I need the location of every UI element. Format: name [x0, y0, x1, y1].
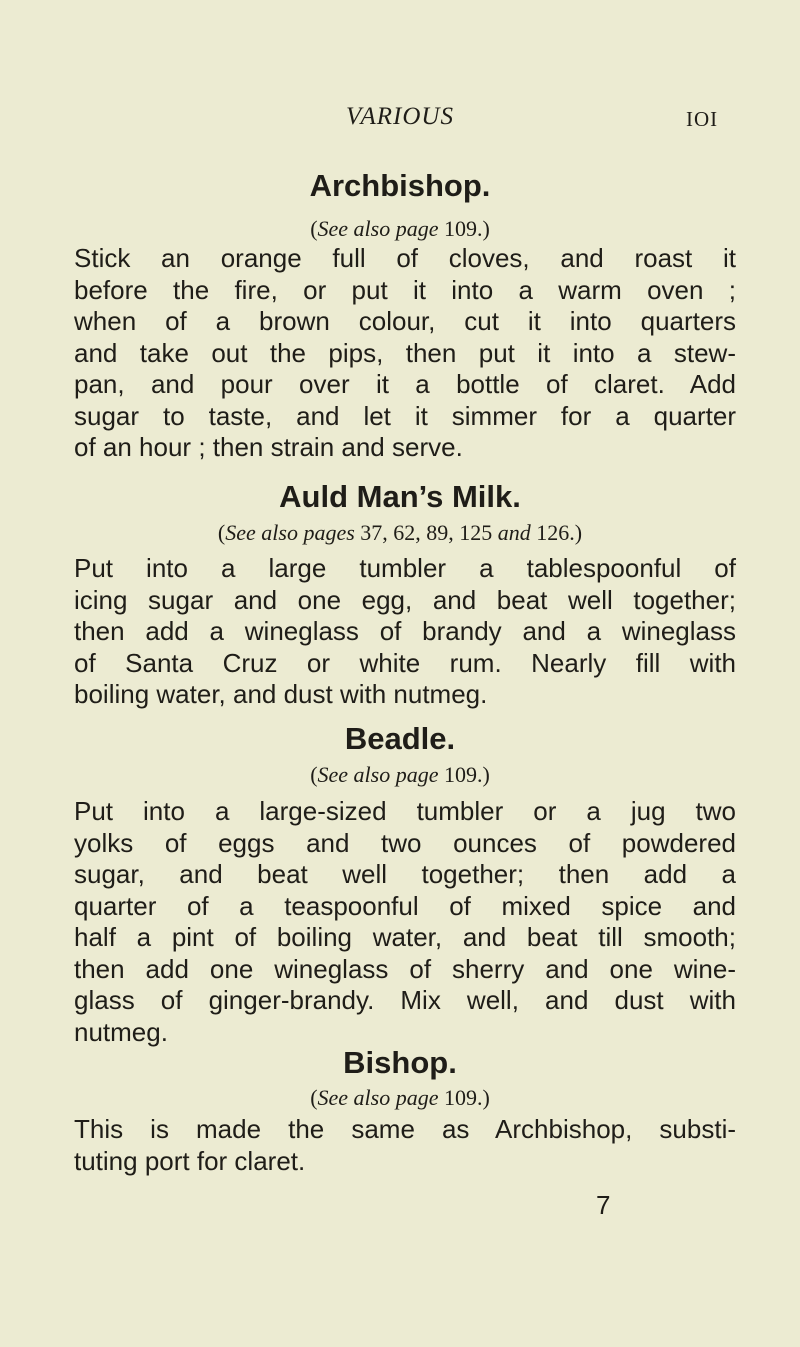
- see-also-bishop: (See also page 109.): [310, 1085, 490, 1110]
- text-line: then add a wineglass of brandy and a wineglass: [74, 616, 736, 646]
- text-line: sugar to taste, and let it simmer for a quarter: [74, 400, 736, 431]
- page-number: IOI: [686, 107, 719, 131]
- text-line: quarter of a teaspoonful of mixed spice and: [74, 890, 736, 921]
- text-line: boiling water, and dust with nutmeg.: [74, 679, 488, 709]
- recipe-text-archbishop: [74, 243, 736, 464]
- text-line: Put into a large tumbler a tablespoonful of: [74, 553, 736, 583]
- see-also-auld-mans-milk: (See also pages 37, 62, 89, 125 and 126.): [217, 520, 583, 545]
- text-line: tuting port for claret.: [74, 1145, 306, 1176]
- recipe-title-auld-mans-milk: Auld Man’s Milk.: [279, 479, 521, 514]
- signature-mark: 7: [596, 1190, 611, 1220]
- text-line: yolks of eggs and two ounces of powdered: [74, 827, 736, 858]
- text-line: of Santa Cruz or white rum. Nearly fill with: [74, 647, 736, 678]
- text-line: Stick an orange full of cloves, and roast it: [74, 243, 736, 273]
- text-line: before the fire, or put it into a warm oven ;: [74, 274, 736, 305]
- text-line: glass of ginger-brandy. Mix well, and dust with: [74, 985, 736, 1015]
- text-line: then add one wineglass of sherry and one wine-: [74, 953, 736, 984]
- text-line: Put into a large-sized tumbler or a jug two: [74, 796, 736, 826]
- text-line: of an hour ; then strain and serve.: [74, 432, 463, 462]
- recipe-text-auld-mans-milk: [74, 553, 736, 711]
- text-line: sugar, and beat well together; then add a: [74, 859, 736, 889]
- recipe-title-archbishop: Archbishop.: [309, 168, 491, 203]
- recipe-text-beadle: [74, 796, 736, 1048]
- text-line: when of a brown colour, cut it into quarters: [74, 306, 736, 336]
- text-line: half a pint of boiling water, and beat till smooth;: [74, 922, 736, 952]
- text-line: nutmeg.: [74, 1016, 168, 1047]
- text-line: pan, and pour over it a bottle of claret. Add: [74, 369, 736, 399]
- text-line: and take out the pips, then put it into a stew-: [74, 337, 736, 368]
- recipe-title-beadle: Beadle.: [344, 721, 456, 756]
- recipe-text-bishop: [74, 1114, 736, 1177]
- recipe-title-bishop: Bishop.: [343, 1045, 457, 1080]
- text-line: icing sugar and one egg, and beat well together;: [74, 584, 736, 615]
- see-also-beadle: (See also page 109.): [310, 762, 490, 787]
- running-head: VARIOUS: [346, 103, 454, 130]
- see-also-archbishop: (See also page 109.): [310, 216, 490, 241]
- text-line: This is made the same as Archbishop, substi-: [74, 1114, 736, 1144]
